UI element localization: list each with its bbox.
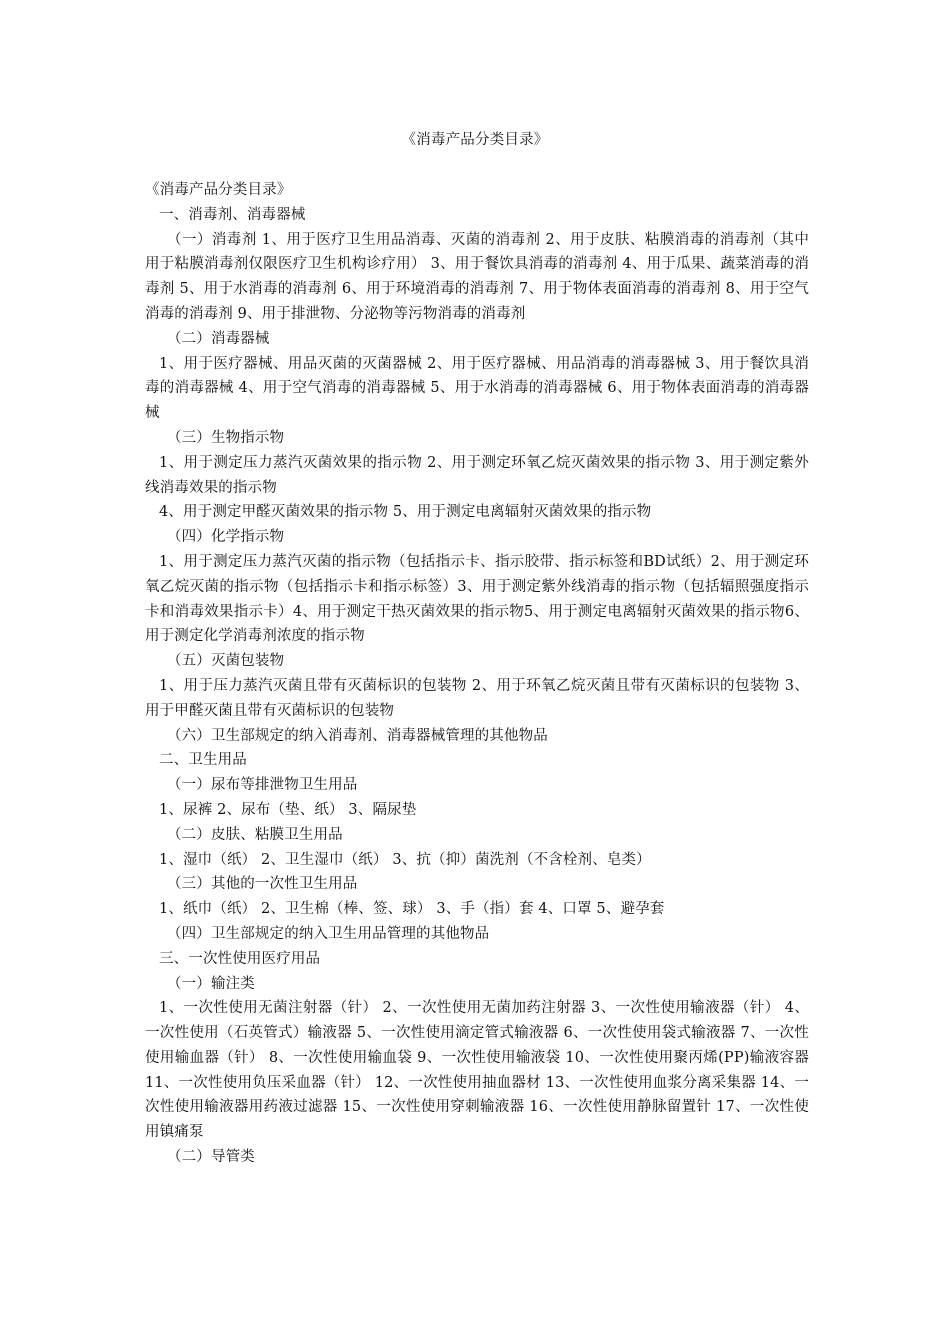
paragraph: （一）消毒剂 1、用于医疗卫生用品消毒、灭菌的消毒剂 2、用于皮肤、粘膜消毒的消毒剂（其中用于粘膜消毒剂仅限医疗卫生机构诊疗用） 3、用于餐饮具消毒的消毒剂 4、用于瓜果、蔬菜消毒的消毒剂 5、用于水消毒的消毒剂 6、用于环境消毒的消毒剂 7、用于物体表面消毒的消毒剂 8、用于空气消毒的消毒剂 9、用于排泄物、分泌物等污物消毒的消毒剂: [145, 231, 809, 322]
paragraph: 1、湿巾（纸） 2、卫生湿巾（纸） 3、抗（抑）菌洗剂（不含栓剂、皂类）: [159, 851, 651, 868]
paragraph: 1、尿裤 2、尿布（垫、纸） 3、隔尿垫: [159, 801, 417, 818]
subsection-heading: （二）导管类: [167, 1149, 255, 1166]
paragraph: 1、一次性使用无菌注射器（针） 2、一次性使用无菌加药注射器 3、一次性使用输液器（针） 4、一次性使用（石英管式）输液器 5、一次性使用滴定管式输液器 6、一次性使用袋式输液器 7、一次性使用输血器（针） 8、一次性使用输血袋 9、一次性使用输液袋 10、一次性使用聚丙烯(PP)输液容器 11、一次性使用负压采血器（针） 12、一次性使用抽血器材 13、一次性使用血浆分离采集器 14、一次性使用输液器用药液过滤器 15、一次性使用穿刺输液器 16、一次性使用静脉留置针 17、一次性使用镇痛泵: [145, 1000, 809, 1141]
subsection-heading: （一）尿布等排泄物卫生用品: [167, 777, 358, 794]
subsection-heading: （六）卫生部规定的纳入消毒剂、消毒器械管理的其他物品: [167, 727, 548, 744]
subsection-heading: （二）消毒器械: [167, 330, 270, 347]
subsection-heading: （一）输注类: [167, 975, 255, 992]
body-heading: 《消毒产品分类目录》: [145, 182, 292, 198]
section-heading-1: 一、消毒剂、消毒器械: [159, 206, 306, 223]
document-title: 《消毒产品分类目录》: [401, 132, 549, 148]
paragraph: 1、用于测定压力蒸汽灭菌效果的指示物 2、用于测定环氧乙烷灭菌效果的指示物 3、用于测定紫外线消毒效果的指示物: [145, 454, 809, 496]
subsection-heading: （四）卫生部规定的纳入卫生用品管理的其他物品: [167, 925, 490, 942]
document-body: [145, 178, 809, 1170]
paragraph: 1、纸巾（纸） 2、卫生棉（棒、签、球） 3、手（指）套 4、口罩 5、避孕套: [159, 901, 665, 918]
subsection-heading: （四）化学指示物: [167, 529, 285, 546]
subsection-heading: （三）其他的一次性卫生用品: [167, 876, 358, 893]
subsection-heading: （二）皮肤、粘膜卫生用品: [167, 826, 343, 843]
paragraph: 1、用于医疗器械、用品灭菌的灭菌器械 2、用于医疗器械、用品消毒的消毒器械 3、用于餐饮具消毒的消毒器械 4、用于空气消毒的消毒器械 5、用于水消毒的消毒器械 6、用于物体表面消毒的消毒器械: [145, 355, 809, 422]
paragraph: 4、用于测定甲醛灭菌效果的指示物 5、用于测定电离辐射灭菌效果的指示物: [159, 504, 652, 521]
subsection-heading: （三）生物指示物: [167, 429, 285, 446]
paragraph: 1、用于压力蒸汽灭菌且带有灭菌标识的包装物 2、用于环氧乙烷灭菌且带有灭菌标识的包装物 3、用于甲醛灭菌且带有灭菌标识的包装物: [145, 677, 809, 719]
section-heading-3: 三、一次性使用医疗用品: [159, 950, 321, 967]
paragraph: 1、用于测定压力蒸汽灭菌的指示物（包括指示卡、指示胶带、指示标签和BD试纸）2、用于测定环氧乙烷灭菌的指示物（包括指示卡和指示标签）3、用于测定紫外线消毒的指示物（包括辐照强度指示卡和消毒效果指示卡）4、用于测定干热灭菌效果的指示物5、用于测定电离辐射灭菌效果的指示物6、用于测定化学消毒剂浓度的指示物: [145, 553, 809, 645]
subsection-heading: （五）灭菌包装物: [167, 653, 285, 670]
section-heading-2: 二、卫生用品: [159, 752, 247, 769]
